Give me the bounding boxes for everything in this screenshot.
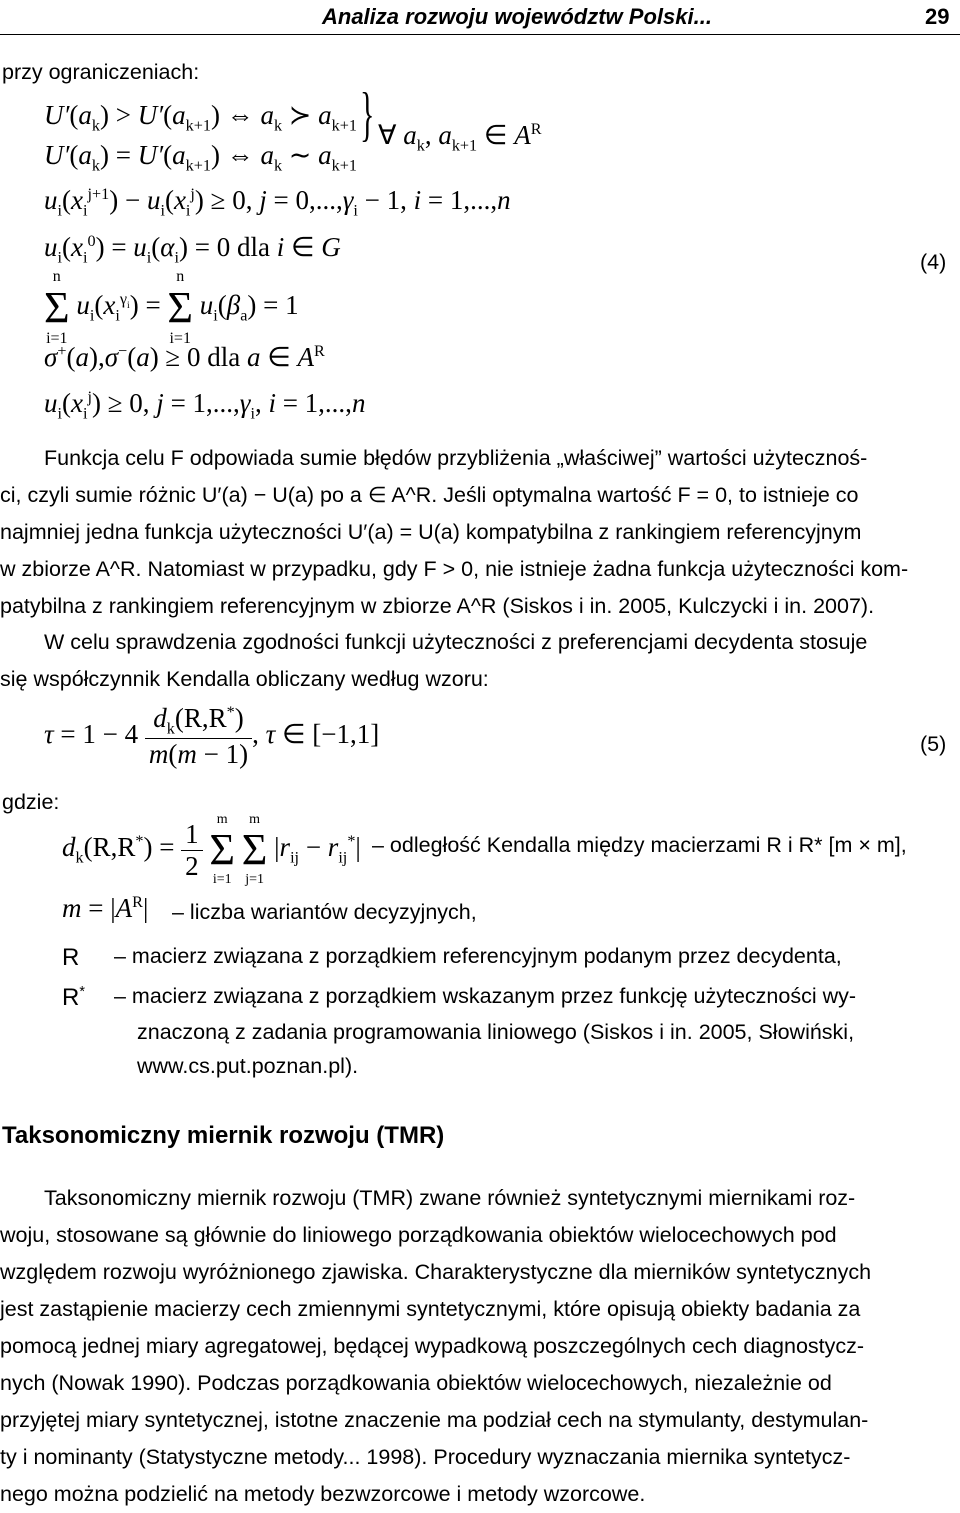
definition-symbol-dk: $d_k(R,R^*)$ = $\frac{1}{2}$ m Σ i=1 m Σ j=1 $|r_{ij} - r_{ij}^*|$: [62, 812, 361, 887]
constraint-line-4: $u_i(x_i^0) = u_i(\alpha_i) = 0$ dla i ∈ G: [44, 232, 341, 267]
paragraph-line: w zbiorze A^R. Natomiast w przypadku, gdy F > 0, nie istnieje żadna funkcja użyteczności kom-: [0, 557, 909, 581]
brace: }: [360, 81, 375, 147]
definition-continuation-2: www.cs.put.poznan.pl).: [137, 1054, 359, 1078]
paragraph-line: najmniej jedna funkcja użyteczności U′(a) = U(a) kompatybilna z rankingiem referencyjnym: [0, 520, 862, 544]
definition-text-Rstar: – macierz związana z porządkiem wskazanym przez funkcję użyteczności wy-: [114, 984, 857, 1008]
section-body: [0, 1180, 955, 1513]
paragraph-line: jest zastąpienie macierzy cech zmiennymi syntetycznymi, które opisują obiekty badania za: [0, 1297, 861, 1321]
definition-symbol-Rstar: R*: [62, 984, 85, 1011]
constraint-line-6: σ+(a),σ−(a) ≥ 0 dla a ∈ $A^R$: [44, 342, 325, 372]
constraints-intro: przy ograniczeniach:: [2, 60, 200, 84]
definition-text-m: – liczba wariantów decyzyjnych,: [172, 900, 477, 924]
header-rule: [0, 34, 960, 35]
paragraph-line: woju, stosowane są głównie do liniowego porządkowania obiektów wielocechowych pod: [0, 1223, 837, 1247]
paragraph-line: przyjętej miary syntetycznej, istotne znaczenie ma podział cech na stymulanty, destymulan-: [0, 1408, 869, 1432]
constraint-line-3: $u_i(x_i^{j+1}) - u_i(x_i^j) \ge 0$, $j = 0,...,\gamma_i - 1$, i = 1,...,n: [44, 185, 511, 220]
page-number: 29: [925, 4, 950, 29]
constraint-line-7: $u_i(x_i^j) \ge 0$, $j = 1,...,\gamma_i$, i = 1,...,n: [44, 388, 366, 423]
constraint-line-5: n Σ i=1 $u_i(x_i^{\gamma_i})$ = n Σ i=1 $u_i(\beta_a) = 1$: [44, 268, 299, 347]
equation-number-4: (4): [920, 250, 947, 274]
paragraph-objective: [0, 440, 955, 625]
definition-text-dk: – odległość Kendalla między macierzami R i R* [m × m],: [372, 833, 907, 857]
definition-symbol-m: $m = |A^R|$: [62, 893, 149, 923]
paragraph-line: ci, czyli sumie różnic U′(a) − U(a) po a ∈ A^R. Jeśli optymalna wartość F = 0, to istnieje co: [0, 483, 859, 507]
constraint-forall: ∀ $a_k$, $a_{k+1}$ ∈ $A^R$: [378, 120, 542, 155]
paragraph-line: pomocą jednej miary agregatowej, będącej wypadkową poszczególnych cech diagnostycz-: [0, 1334, 865, 1358]
paragraph-kendall-intro: [0, 624, 955, 698]
definition-text-R: – macierz związana z porządkiem referencyjnym podanym przez decydenta,: [114, 944, 842, 968]
equation-number-5: (5): [920, 732, 947, 756]
paragraph-line: ty i nominanty (Statystyczne metody... 1998). Procedury wyznaczania miernika syntetycz-: [0, 1445, 851, 1469]
paragraph-line: nego można podzielić na metody bezwzorcowe i metody wzorcowe.: [0, 1482, 646, 1506]
definition-continuation-1: znaczoną z zadania programowania liniowego (Siskos i in. 2005, Słowiński,: [137, 1020, 855, 1044]
running-title: Analiza rozwoju województw Polski...: [322, 4, 712, 29]
where-label: gdzie:: [2, 790, 60, 814]
paragraph-line: Taksonomiczny miernik rozwoju (TMR) zwane również syntetycznymi miernikami roz-: [44, 1186, 856, 1210]
equation-5: τ = 1 − 4 $\frac{d_k(R,R^*)}{m(m - 1)}$ , τ ∈ [−1,1]: [44, 703, 380, 770]
paragraph-line: się współczynnik Kendalla obliczany według wzoru:: [0, 667, 489, 691]
section-heading: Taksonomiczny miernik rozwoju (TMR): [2, 1122, 445, 1149]
constraint-line-1: $U'(a_k) > U'(a_{k+1})$ ⇔ $a_k$ ≻ $a_{k+1}$: [44, 100, 357, 135]
paragraph-line: względem rozwoju wyróżnionego zjawiska. Charakterystyczne dla mierników syntetycznych: [0, 1260, 872, 1284]
constraint-line-2: $U'(a_k) = U'(a_{k+1})$ ⇔ $a_k$ ∼ $a_{k+1}$: [44, 140, 357, 175]
paragraph-line: W celu sprawdzenia zgodności funkcji użyteczności z preferencjami decydenta stosuje: [44, 630, 868, 654]
definition-symbol-R: R: [62, 944, 80, 971]
paragraph-line: patybilna z rankingiem referencyjnym w zbiorze A^R (Siskos i in. 2005, Kulczycki i in. 2007).: [0, 594, 875, 618]
paragraph-line: Funkcja celu F odpowiada sumie błędów przybliżenia „właściwej” wartości użytecznoś-: [44, 446, 868, 470]
paragraph-line: nych (Nowak 1990). Podczas porządkowania obiektów wielocechowych, niezależnie od: [0, 1371, 832, 1395]
